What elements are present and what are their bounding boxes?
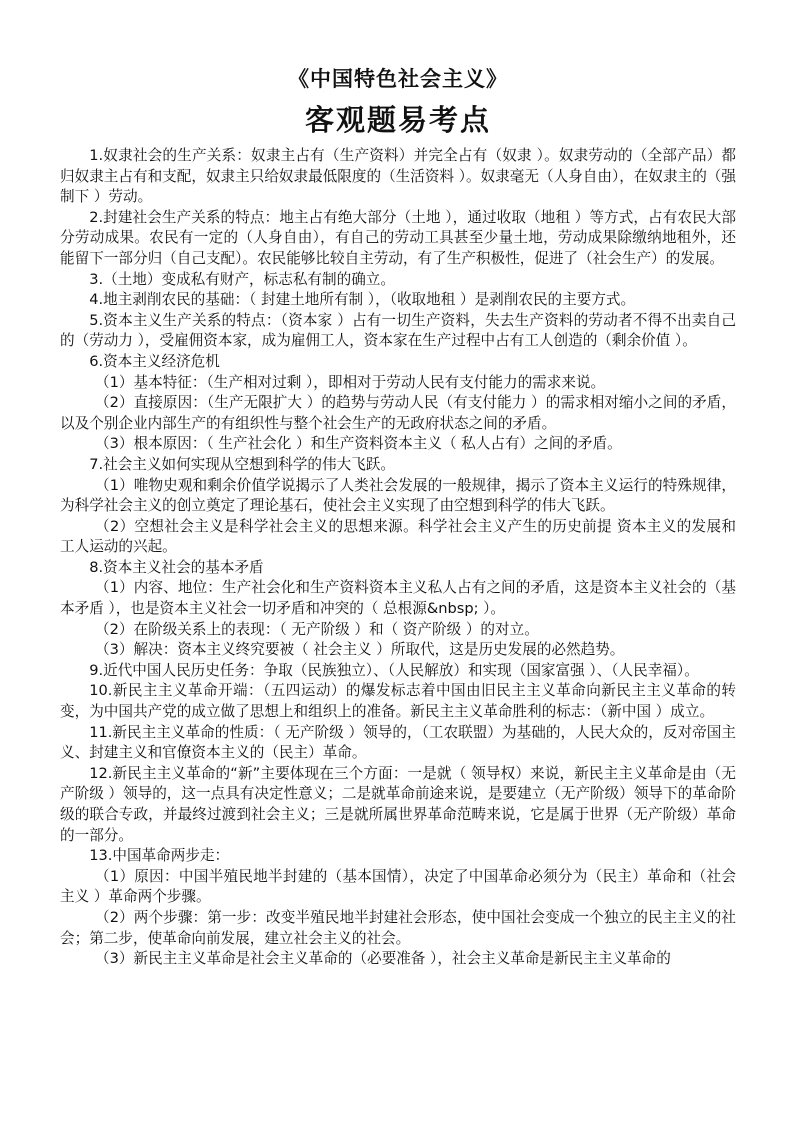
paragraph: （3）根本原因：（ 生产社会化 ）和生产资料资本主义（ 私人占有）之间的矛盾。 [95, 435, 622, 453]
paragraph: 8.资本主义社会的基本矛盾 [89, 558, 264, 576]
paragraph: 6.资本主义经济危机 [89, 352, 220, 370]
paragraph: （2）两个步骤：第一步：改变半殖民地半封建社会形态，使中国社会变成一个独立的民主主义的社会；第二步，使革命向前发展，建立社会主义的社会。 [60, 908, 736, 947]
paragraph: 1.奴隶社会的生产关系：奴隶主占有（生产资料）并完全占有（奴隶 ）。奴隶劳动的（全部产品）都归奴隶主占有和支配，奴隶主只给奴隶最低限度的（生活资料 ）。奴隶毫无（人身自由），在奴隶主的（强制下 ）劳动。 [60, 147, 736, 206]
paragraph: 13.中国革命两步走： [89, 847, 230, 865]
paragraph: （1）原因：中国半殖民地半封建的（基本国情），决定了中国革命必须分为（民主）革命和（社会主义 ）革命两个步骤。 [60, 867, 736, 906]
paragraph: （2）空想社会主义是科学社会主义的思想来源。科学社会主义产生的历史前提 资本主义的发展和工人运动的兴起。 [60, 517, 736, 556]
paragraph: 10.新民主主义革命开端：（五四运动）的爆发标志着中国由旧民主主义革命向新民主主义革命的转变，为中国共产党的成立做了思想上和组织上的准备。新民主主义革命胜利的标志：（新中国 ）成立。 [60, 682, 736, 721]
paragraph: 3.（土地）变成私有财产，标志私有制的确立。 [89, 270, 395, 288]
paragraph: （1）唯物史观和剩余价值学说揭示了人类社会发展的一般规律，揭示了资本主义运行的特殊规律，为科学社会主义的创立奠定了理论基石，使社会主义实现了由空想到科学的伟大飞跃。 [60, 476, 736, 515]
paragraph: 9.近代中国人民历史任务：争取（民族独立）、（人民解放）和实现（国家富强 ）、（人民幸福）。 [89, 661, 699, 679]
paragraph: 5.资本主义生产关系的特点：（资本家 ）占有一切生产资料，失去生产资料的劳动者不得不出卖自己的（劳动力 ），受雇佣资本家，成为雇佣工人，资本家在生产过程中占有工人创造的（剩余价值 ）。 [60, 311, 736, 350]
paragraph: （1）内容、地位：生产社会化和生产资料资本主义私人占有之间的矛盾，这是资本主义社会的（基本矛盾 ），也是资本主义社会一切矛盾和冲突的（ 总根源&nbsp; ）。 [60, 579, 736, 618]
document-title: 《中国特色社会主义》 [288, 67, 508, 91]
paragraph: （2）直接原因：（生产无限扩大 ）的趋势与劳动人民（有支付能力 ）的需求相对缩小之间的矛盾，以及个别企业内部生产的有组织性与整个社会生产的无政府状态之间的矛盾。 [60, 394, 736, 432]
paragraph: 4.地主剥削农民的基础：（ 封建土地所有制 ），（收取地租 ）是剥削农民的主要方式。 [89, 291, 636, 309]
paragraph: 7.社会主义如何实现从空想到科学的伟大飞跃。 [89, 455, 395, 473]
paragraph: （3）解决：资本主义终究要被（ 社会主义 ）所取代，这是历史发展的必然趋势。 [95, 641, 625, 659]
document-body [60, 146, 736, 970]
paragraph: 2.封建社会生产关系的特点：地主占有绝大部分（土地 ），通过收取（地租 ）等方式，占有农民大部分劳动成果。农民有一定的（人身自由），有自己的劳动工具甚至少量土地，劳动成果除缴纳地租外，还能留下一部分归（自己支配）。农民能够比较自主劳动，有了生产积极性，促进了（社会生产）的发展。 [60, 208, 736, 267]
paragraph: 12.新民主主义革命的“新”主要体现在三个方面：一是就（ 领导权）来说，新民主主义革命是由（无产阶级 ）领导的，这一点具有决定性意义；二是就革命前途来说，是要建立（无产阶级）领导下的革命阶级的联合专政，并最终过渡到社会主义；三是就所属世界革命范畴来说，它是属于世界（无产阶级）革命的一部分。 [60, 764, 736, 844]
paragraph: 11.新民主主义革命的性质：（ 无产阶级 ）领导的，（工农联盟）为基础的，人民大众的，反对帝国主义、封建主义和官僚资本主义的（民主）革命。 [60, 723, 736, 762]
document-subtitle: 客观题易考点 [304, 103, 491, 137]
paragraph: （1）基本特征：（生产相对过剩 ），即相对于劳动人民有支付能力的需求来说。 [95, 373, 606, 391]
paragraph: （2）在阶级关系上的表现：（ 无产阶级 ）和（ 资产阶级 ）的对立。 [95, 620, 539, 638]
paragraph: （3）新民主主义革命是社会主义革命的（必要准备 ），社会主义革命是新民主主义革命的 [95, 950, 671, 968]
